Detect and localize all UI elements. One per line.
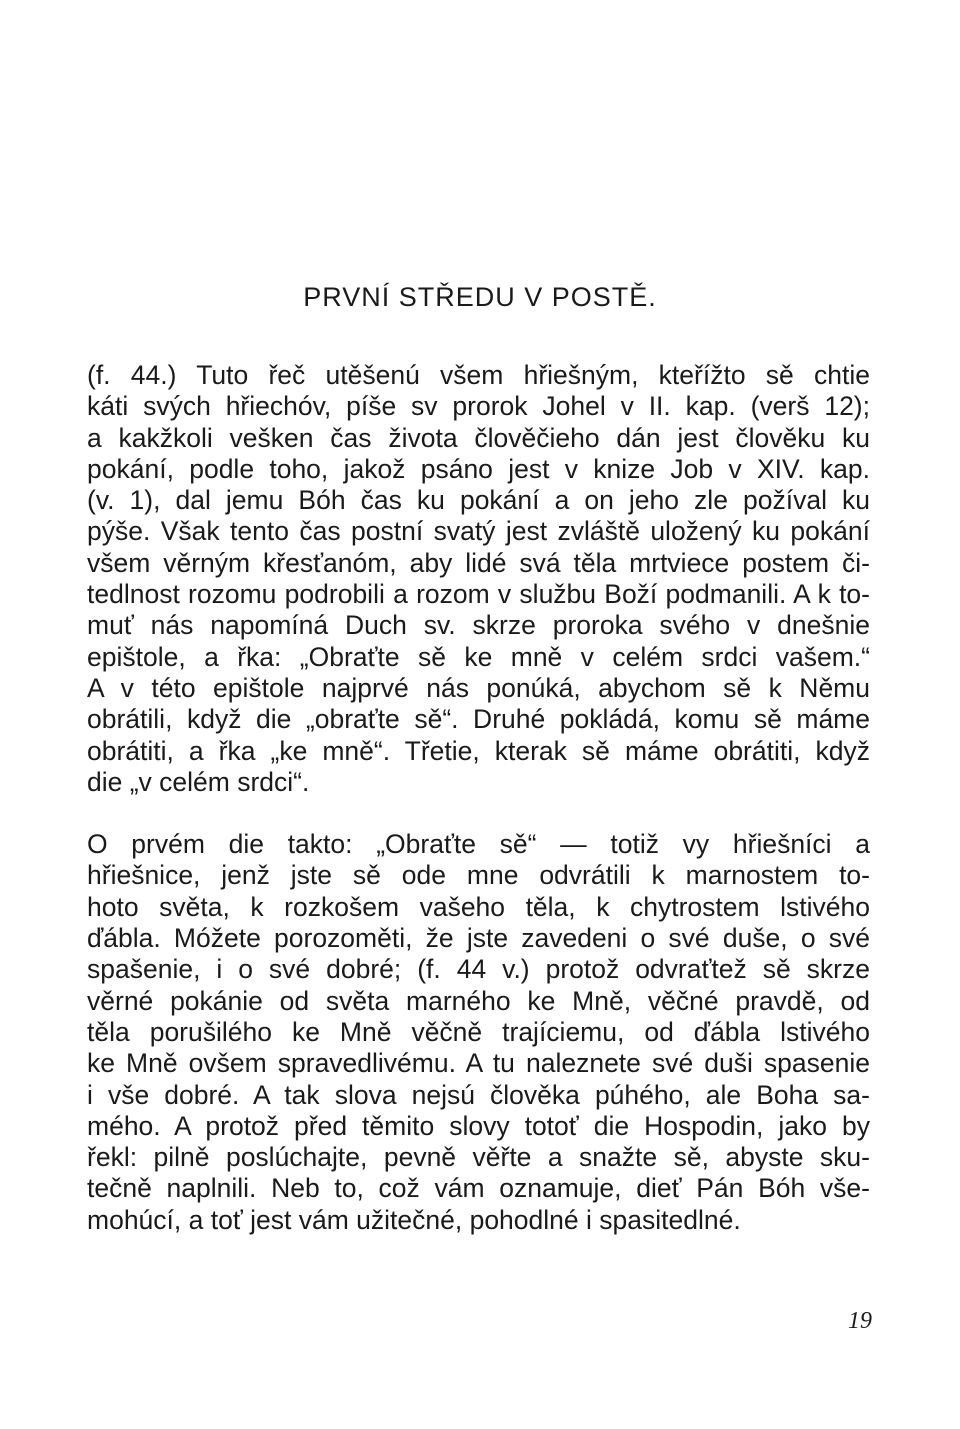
text-line: ke Mně ovšem spravedlivému. A tu naleznete své duši spasenie (87, 1048, 870, 1079)
paragraph-gap (87, 798, 870, 829)
text-line: muť nás napomíná Duch sv. skrze proroka svého v dnešnie (87, 610, 870, 641)
paragraph-2 (87, 829, 870, 1236)
text-line: (f. 44.) Tuto řeč utěšenú všem hřiešným, kteřížto sě chtie (87, 360, 870, 390)
text-line: A v této epištole najprvé nás ponúká, abychom sě k Němu (87, 672, 870, 703)
page-number: 19 (848, 1308, 872, 1334)
text-line: mého. A protož před těmito slovy totoť die Hospodin, jako by (87, 1110, 870, 1141)
text-line: těla porušilého ke Mně věčně trajíciemu, od ďábla lstivého (87, 1016, 870, 1047)
text-line: věrné pokánie od světa marného ke Mně, věčné pravdě, od (87, 985, 870, 1016)
text-line: i vše dobré. A tak slova nejsú člověka púhého, ale Boha sa- (87, 1079, 870, 1110)
text-line: tečně naplnili. Neb to, což vám oznamuje, dieť Pán Bóh vše- (87, 1173, 870, 1204)
text-line: hoto světa, k rozkošem vašeho těla, k chytrostem lstivého (87, 891, 870, 922)
text-line: všem věrným křesťanóm, aby lidé svá těla mrtviece postem či- (87, 547, 870, 578)
text-line: káti svých hřiechóv, píše sv prorok Johel v II. kap. (verš 12); (87, 391, 870, 422)
text-line: tedlnost rozomu podrobili a rozom v službu Boží podmanili. A k to- (87, 579, 870, 610)
text-line: epištole, a řka: „Obraťte sě ke mně v celém srdci vašem.“ (87, 641, 870, 672)
text-line: ďábla. Móžete porozoměti, že jste zavedeni o své duše, o své (87, 923, 870, 954)
text-line: mohúcí, a toť jest vám užitečné, pohodlné i spasitedlné. (87, 1204, 741, 1235)
text-line: hřiešnice, jenž jste sě ode mne odvrátili k marnostem to- (87, 860, 870, 891)
text-line: řekl: pilně poslúchajte, pevně věřte a snažte sě, abyste sku- (87, 1142, 870, 1173)
text-line: obrátili, když die „obraťte sě“. Druhé pokládá, komu sě máme (87, 704, 870, 735)
text-line: die „v celém srdci“. (87, 766, 310, 797)
text-line: O prvém die takto: „Obraťte sě“ — totiž vy hřiešníci a (87, 829, 870, 860)
text-line: (v. 1), dal jemu Bóh čas ku pokání a on jeho zle požíval ku (87, 485, 870, 516)
text-line: obrátiti, a řka „ke mně“. Třetie, kterak sě máme obrátiti, když (87, 735, 870, 766)
text-line: pokání, podle toho, jakož psáno jest v knize Job v XIV. kap. (87, 453, 870, 484)
chapter-heading: PRVNÍ STŘEDU V POSTĚ. (303, 282, 657, 312)
text-line: pýše. Však tento čas postní svatý jest zvláště uložený ku pokání (87, 516, 870, 547)
text-line: spašenie, i o své dobré; (f. 44 v.) protož odvraťtež sě skrze (87, 954, 870, 985)
paragraph-1 (87, 360, 870, 798)
body-text (87, 360, 870, 1236)
text-line: a kakžkoli vešken čas života člověčieho dán jest člověku ku (87, 422, 870, 453)
